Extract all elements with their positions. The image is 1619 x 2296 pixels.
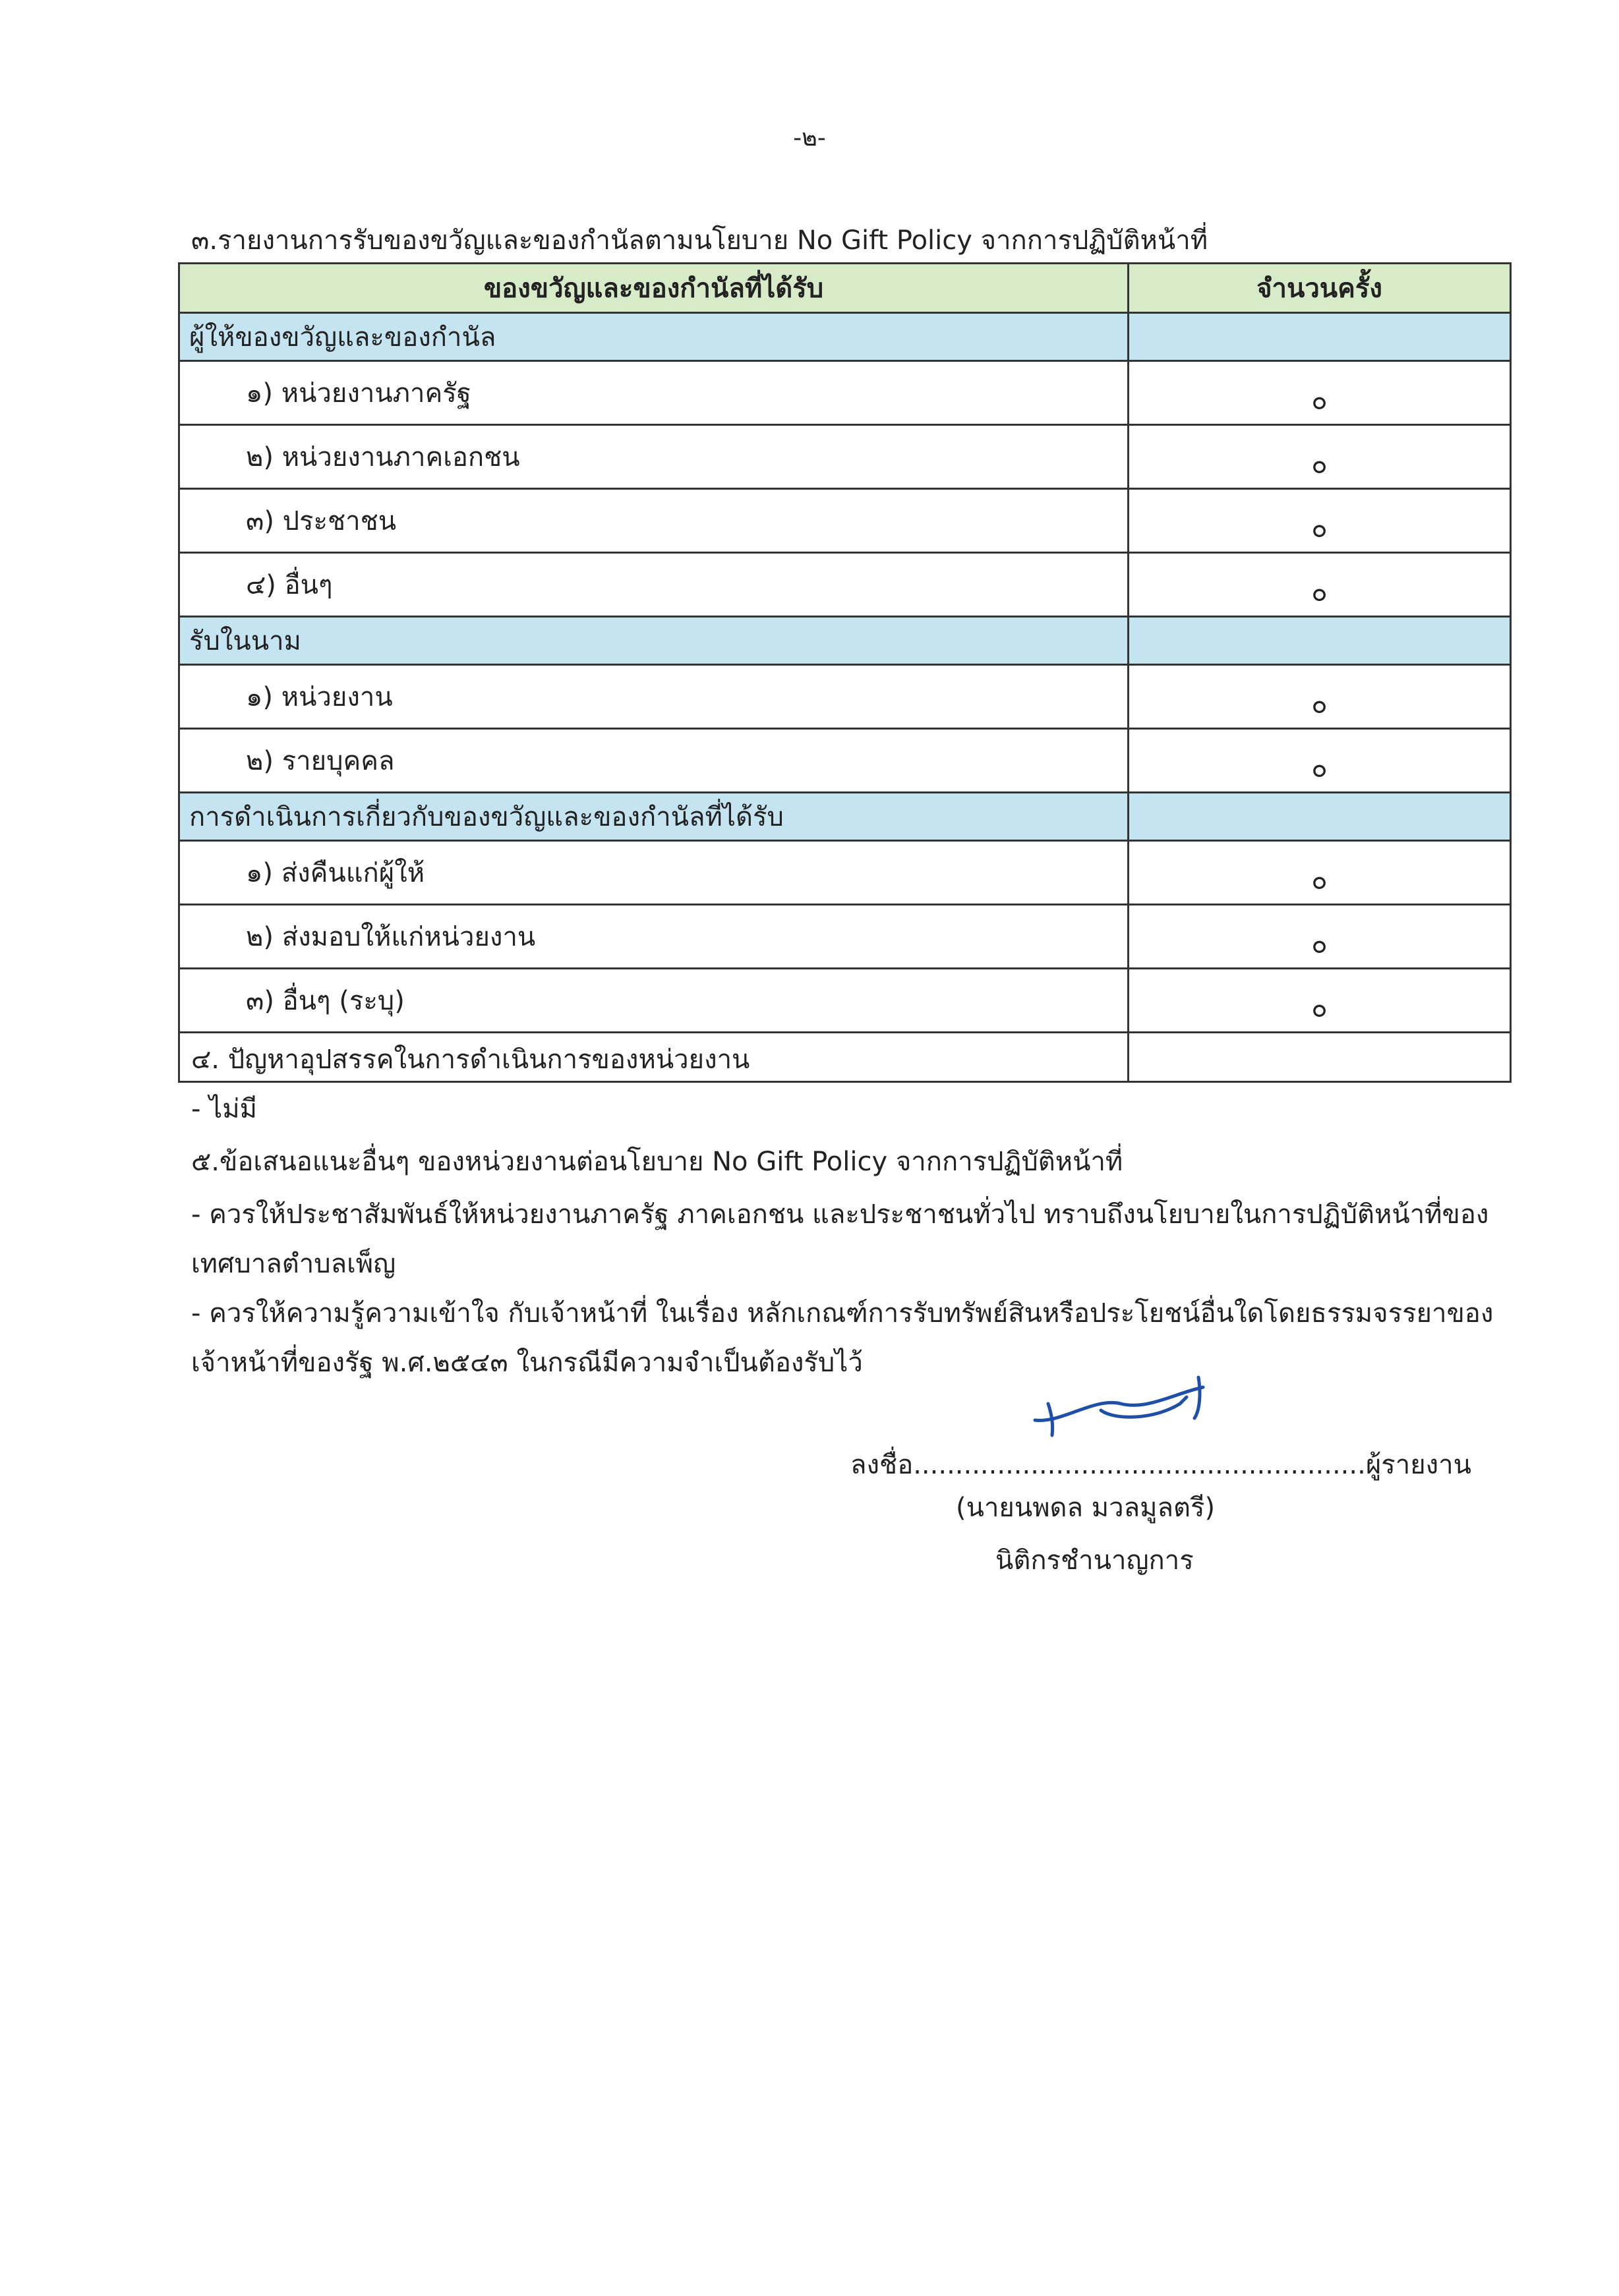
blank-cell — [1129, 1033, 1511, 1082]
table-row — [179, 729, 1511, 793]
header-count: จำนวนครั้ง — [1129, 264, 1511, 313]
group-count-empty — [1129, 793, 1511, 841]
section5-line1: - ควรให้ประชาสัมพันธ์ให้หน่วยงานภาครัฐ ภาคเอกชน และประชาชนทั่วไป ทราบถึงนโยบายในการปฏิบัติหน้าที่ของ — [191, 1199, 1489, 1230]
item-count: ๐ — [1129, 553, 1511, 617]
group-label: การดำเนินการเกี่ยวกับของขวัญและของกำนัลที่ได้รับ — [179, 793, 1129, 841]
section3-title: ๓.รายงานการรับของขวัญและของกำนัลตามนโยบาย No Gift Policy จากการปฏิบัติหน้าที่ — [191, 225, 1208, 256]
section5-line2: เทศบาลตำบลเพ็ญ — [191, 1249, 396, 1279]
table-row — [179, 425, 1511, 489]
section4-body: - ไม่มี — [191, 1094, 257, 1124]
item-count: ๐ — [1129, 665, 1511, 729]
item-count: ๐ — [1129, 729, 1511, 793]
item-label: ๑) หน่วยงานภาครัฐ — [179, 361, 1129, 425]
item-count: ๐ — [1129, 489, 1511, 553]
group-row-handling — [179, 793, 1511, 841]
item-count: ๐ — [1129, 361, 1511, 425]
gift-report-table — [178, 262, 1512, 1083]
group-label: รับในนาม — [179, 617, 1129, 665]
group-count-empty — [1129, 617, 1511, 665]
item-count: ๐ — [1129, 841, 1511, 905]
section5-title: ๕.ข้อเสนอแนะอื่นๆ ของหน่วยงานต่อนโยบาย No Gift Policy จากการปฏิบัติหน้าที่ — [191, 1147, 1123, 1177]
item-label: ๔) อื่นๆ — [179, 553, 1129, 617]
item-count: ๐ — [1129, 969, 1511, 1033]
item-label: ๒) หน่วยงานภาคเอกชน — [179, 425, 1129, 489]
group-row-received-as — [179, 617, 1511, 665]
table-row — [179, 665, 1511, 729]
table-row — [179, 553, 1511, 617]
table-row — [179, 361, 1511, 425]
sign-line: ลงชื่อ......................................................ผู้รายงาน — [850, 1450, 1471, 1480]
table-row — [179, 841, 1511, 905]
header-item: ของขวัญและของกำนัลที่ได้รับ — [179, 264, 1129, 313]
table-header-row — [179, 264, 1511, 313]
item-label: ๒) รายบุคคล — [179, 729, 1129, 793]
section5-line3: - ควรให้ความรู้ความเข้าใจ กับเจ้าหน้าที่ ในเรื่อง หลักเกณฑ์การรับทรัพย์สินหรือประโยชน์อื่นใดโดยธรรมจรรยาของ — [191, 1298, 1494, 1329]
table-row — [179, 905, 1511, 969]
group-row-givers — [179, 313, 1511, 361]
table-row — [179, 489, 1511, 553]
item-count: ๐ — [1129, 905, 1511, 969]
item-label: ๓) ประชาชน — [179, 489, 1129, 553]
section4-title: ๔. ปัญหาอุปสรรคในการดำเนินการของหน่วยงาน — [191, 1045, 750, 1075]
item-label: ๑) ส่งคืนแก่ผู้ให้ — [179, 841, 1129, 905]
signer-position: นิติกรชำนาญการ — [995, 1545, 1194, 1576]
item-label: ๒) ส่งมอบให้แก่หน่วยงาน — [179, 905, 1129, 969]
signer-name: (นายนพดล มวลมูลตรี) — [956, 1493, 1216, 1523]
table-row — [179, 969, 1511, 1033]
item-label: ๓) อื่นๆ (ระบุ) — [179, 969, 1129, 1033]
group-label: ผู้ให้ของขวัญและของกำนัล — [179, 313, 1129, 361]
section5-line4: เจ้าหน้าที่ของรัฐ พ.ศ.๒๕๔๓ ในกรณีมีความจำเป็นต้องรับไว้ — [191, 1348, 863, 1378]
handwritten-signature — [1022, 1358, 1220, 1450]
item-label: ๑) หน่วยงาน — [179, 665, 1129, 729]
page-number: -๒- — [793, 125, 826, 152]
group-count-empty — [1129, 313, 1511, 361]
item-count: ๐ — [1129, 425, 1511, 489]
